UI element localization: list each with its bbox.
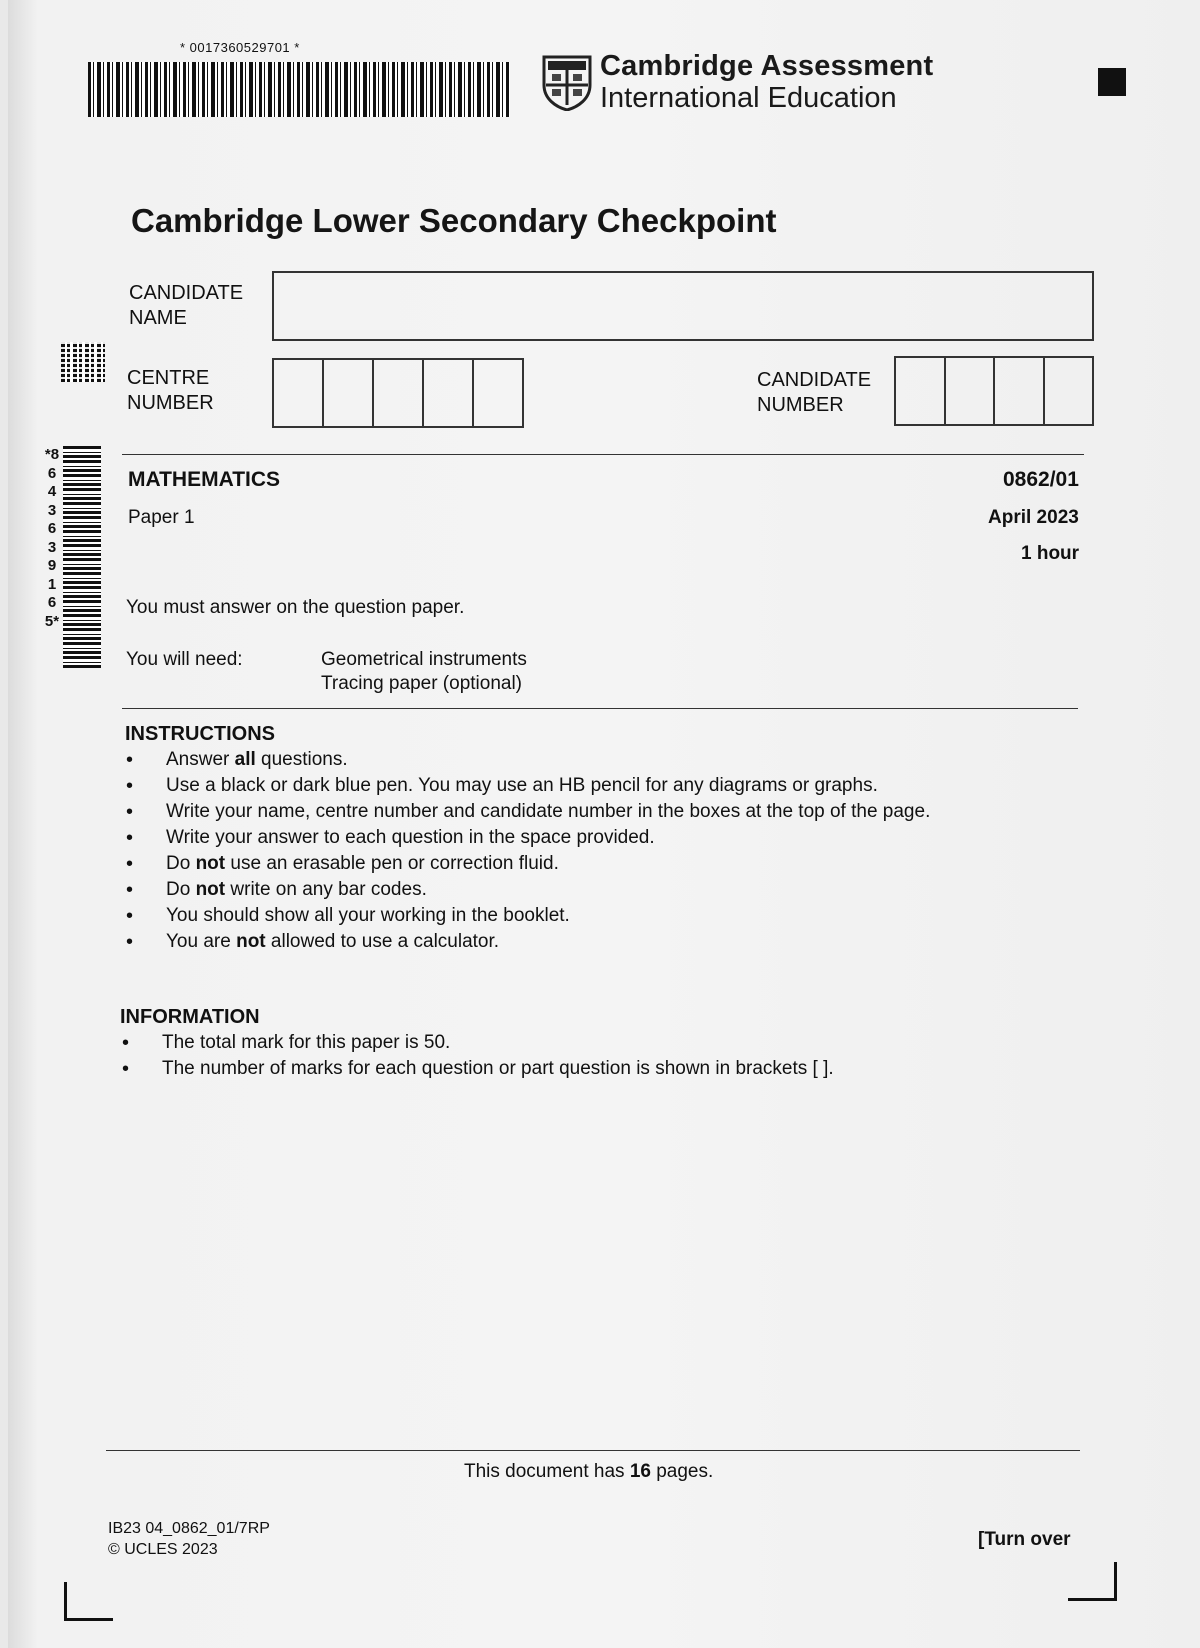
divider <box>122 454 1084 455</box>
centre-number-label-line2: NUMBER <box>127 392 214 414</box>
paper-number: Paper 1 <box>128 507 195 528</box>
information-heading: INFORMATION <box>120 1006 260 1028</box>
candidate-name-label-line2: NAME <box>129 307 187 329</box>
subject-title: MATHEMATICS <box>128 468 281 491</box>
need-item: Tracing paper (optional) <box>321 673 523 694</box>
logo-line-1: Cambridge Assessment <box>600 50 934 82</box>
exam-duration: 1 hour <box>1021 543 1080 564</box>
candidate-digit-box[interactable] <box>1045 358 1093 424</box>
centre-digit-box[interactable] <box>424 360 474 426</box>
instruction-item: • Write your name, centre number and candidate number in the boxes at the top of the page. <box>126 799 1086 825</box>
logo-line-2: International Education <box>600 82 897 114</box>
cambridge-shield-icon <box>542 55 592 111</box>
centre-digit-box[interactable] <box>474 360 522 426</box>
candidate-digit-box[interactable] <box>896 358 946 424</box>
candidate-number-label-line1: CANDIDATE <box>757 369 872 391</box>
exam-date: April 2023 <box>988 507 1079 528</box>
page-title: Cambridge Lower Secondary Checkpoint <box>131 202 777 239</box>
copyright: © UCLES 2023 <box>108 1541 218 1558</box>
barcode-number: * 0017360529701 * <box>180 40 300 55</box>
candidate-number-label <box>757 368 871 418</box>
turn-over: [Turn over <box>978 1529 1071 1550</box>
instructions-heading: INSTRUCTIONS <box>125 723 275 745</box>
divider <box>122 708 1078 709</box>
information-item: • The number of marks for each question or part question is shown in brackets [ ]. <box>122 1056 1082 1082</box>
exam-cover-page <box>8 0 1200 1648</box>
page-count: This document has 16 pages. <box>464 1461 714 1482</box>
instruction-item: • Write your answer to each question in the space provided. <box>126 825 1086 851</box>
instruction-item: • Use a black or dark blue pen. You may use an HB pencil for any diagrams or graphs. <box>126 773 1086 799</box>
centre-number-label <box>127 366 214 416</box>
centre-digit-box[interactable] <box>324 360 374 426</box>
need-label: You will need: <box>126 649 243 670</box>
side-barcode-digits: *8643639165* <box>44 446 60 630</box>
candidate-number-label-line2: NUMBER <box>757 394 844 416</box>
document-reference <box>108 1518 270 1560</box>
instruction-item: • Answer all questions. <box>126 747 1086 773</box>
paper-code: 0862/01 <box>1003 468 1079 491</box>
need-item: Geometrical instruments <box>321 649 527 670</box>
candidate-name-label <box>129 281 243 331</box>
corner-marker <box>1098 68 1126 96</box>
candidate-digit-box[interactable] <box>995 358 1045 424</box>
centre-digit-box[interactable] <box>274 360 324 426</box>
instruction-item: • Do not use an erasable pen or correction fluid. <box>126 851 1086 877</box>
instruction-item: • You should show all your working in the booklet. <box>126 903 1086 929</box>
answer-note: You must answer on the question paper. <box>126 597 465 618</box>
logo-text <box>600 50 933 114</box>
information-list <box>122 1030 1082 1082</box>
instruction-item: • Do not write on any bar codes. <box>126 877 1086 903</box>
centre-number-field[interactable] <box>272 358 524 428</box>
centre-number-label-line1: CENTRE <box>127 367 210 389</box>
corner-crop-mark <box>1068 1562 1117 1601</box>
divider <box>106 1450 1080 1451</box>
need-items <box>321 648 527 696</box>
reference-code: IB23 04_0862_01/7RP <box>108 1520 270 1537</box>
instruction-item: • You are not allowed to use a calculator. <box>126 929 1086 955</box>
candidate-digit-box[interactable] <box>946 358 996 424</box>
qr-code <box>61 342 105 382</box>
side-barcode <box>63 446 101 668</box>
candidate-name-label-line1: CANDIDATE <box>129 282 244 304</box>
candidate-number-field[interactable] <box>894 356 1094 426</box>
barcode-top <box>88 62 510 117</box>
candidate-name-field[interactable] <box>272 271 1094 341</box>
corner-crop-mark <box>64 1582 113 1621</box>
information-item: • The total mark for this paper is 50. <box>122 1030 1082 1056</box>
instructions-list <box>126 747 1086 955</box>
centre-digit-box[interactable] <box>374 360 424 426</box>
